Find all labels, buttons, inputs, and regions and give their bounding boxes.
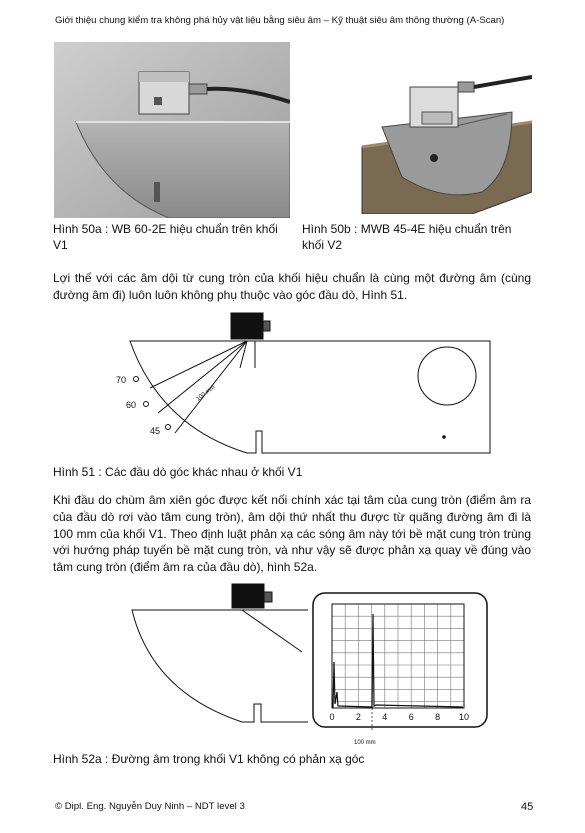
figure-50a-caption: Hình 50a : WB 60-2E hiệu chuẩn trên khối V1 [53, 222, 278, 252]
diagram-v1-probe-angles [110, 308, 500, 458]
photo-wb60-calibration [54, 42, 290, 218]
paragraph-curved-echo-advantage: Lợi thế với các âm dội từ cung tròn của khối hiệu chuẩn là cùng một đường âm (cùng đường âm đi) luôn luôn không phụ thuộc vào góc đầu dò, Hình 51. [53, 271, 531, 302]
path-length-label: 100 mm [195, 384, 217, 403]
x-tick-10: 10 [458, 712, 470, 722]
paragraph-first-echo-explanation: Khi đầu do chùm âm xiên góc được kết nối chính xác tại tâm của cung tròn (điểm âm ra của đầu dò rơi vào tâm cung tròn), âm dội thứ nhất thu được từ quãng đường âm đi là 100 mm của khối V1. Theo định luật phản xạ các sóng âm này tới bề mặt cung tròn trùng với hướng pháp tuyến bề mặt cung tròn, và như vậy sẽ được phản xạ quay về đúng vào tâm cung tròn (điểm âm ra của đầu dò), hình 52a. [53, 493, 531, 575]
angle-label-70: 70 [116, 375, 127, 385]
x-tick-0: 0 [329, 712, 335, 722]
angle-label-60: 60 [126, 400, 137, 410]
page-header: Giới thiệu chung kiểm tra không phá hủy vật liệu bằng siêu âm – Kỹ thuật siêu âm thông thường (A-Scan) [55, 15, 505, 26]
x-tick-8: 8 [435, 712, 441, 722]
photo-mwb45-calibration [302, 52, 532, 214]
ascan-marker-label: 100 mm [354, 740, 376, 746]
figure-51-caption: Hình 51 : Các đầu dò góc khác nhau ở khối V1 [53, 465, 303, 479]
x-tick-4: 4 [382, 712, 388, 722]
x-tick-2: 2 [355, 712, 361, 722]
figure-50b-caption: Hình 50b : MWB 45-4E hiệu chuẩn trên khối V2 [302, 222, 512, 252]
diagram-v1-beam-path [112, 582, 308, 730]
page-number: 45 [521, 801, 534, 813]
ascan-display [312, 592, 488, 732]
figure-52a-caption: Hình 52a : Đường âm trong khối V1 không có phản xạ góc [53, 752, 365, 766]
angle-label-45: 45 [150, 426, 161, 436]
x-tick-6: 6 [408, 712, 414, 722]
footer-author: © Dipl. Eng. Nguyễn Duy Ninh – NDT level 3 [55, 801, 245, 812]
